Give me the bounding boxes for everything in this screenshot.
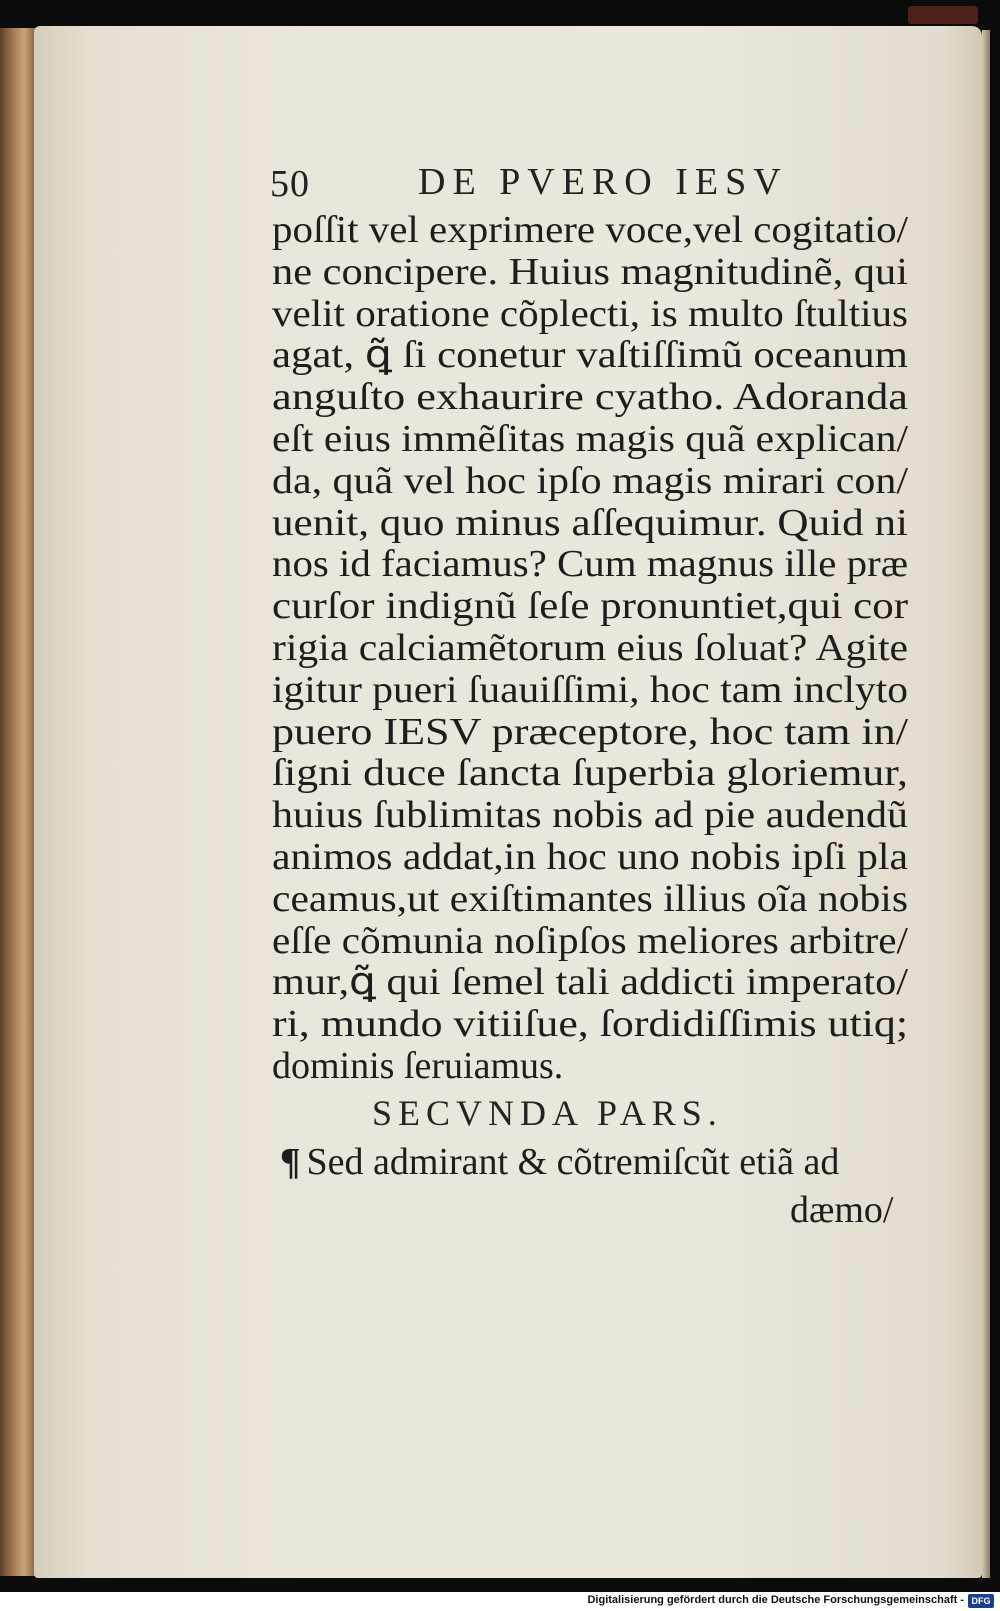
text-line: velit oratione cõplecti, is multo ſtultius: [272, 292, 908, 335]
paragraph-mark: ¶: [280, 1141, 301, 1183]
text-line: puero IESV præceptore, hoc tam in/: [272, 710, 908, 753]
text-line: dominis ſeruiamus.: [272, 1044, 564, 1087]
page-header: [270, 158, 870, 206]
text-line: igitur pueri ſuauiſſimi, hoc tam inclyto: [272, 668, 908, 711]
text-line: ri, mundo vitiiſue, ſordidiſſimis utiq;: [272, 1003, 908, 1046]
body-text: [272, 210, 922, 1088]
text-line: ſigni duce ſancta ſuperbia gloriemur,: [272, 752, 908, 795]
text-line: nos id faciamus? Cum magnus ille præ: [272, 543, 908, 586]
footer-bar: [0, 1592, 1000, 1611]
text-line: ne concipere. Huius magnitudinẽ, qui: [272, 250, 908, 293]
text-line: poſſit vel exprimere voce,vel cogitatio/: [272, 209, 908, 251]
text-line: huius ſublimitas nobis ad pie audendũ: [272, 794, 908, 837]
corner-stamp: [908, 6, 978, 24]
paragraph-start-line: [280, 1140, 839, 1184]
text-line: anguſto exhaurire cyatho. Adoranda: [272, 376, 908, 419]
text-line: curſor indignũ ſeſe pronuntiet,qui cor: [272, 585, 908, 628]
text-line: rigia calciamẽtorum eius ſoluat? Agite: [272, 626, 908, 669]
section-heading: SECVNDA PARS.: [372, 1093, 723, 1133]
dfg-logo: DFG: [968, 1594, 994, 1608]
running-head: DE PVERO IESV: [418, 161, 788, 203]
text-line: agat, ꝗ̃ ſi conetur vaſtiſſimũ oceanum: [272, 334, 908, 377]
text-line: animos addat,in hoc uno nobis ipſi pla: [272, 835, 908, 878]
text-line: ceamus,ut exiſtimantes illius oĩa nobis: [272, 877, 908, 920]
paragraph-start-text: Sed admirant & cõtremiſcũt etiã ad: [306, 1141, 840, 1183]
text-line: uenit, quo minus aſſequimur. Quid ni: [272, 501, 908, 544]
digitization-credit: Digitalisierung gefördert durch die Deutsche Forschungsgemeinschaft -: [587, 1594, 964, 1606]
text-line: eſſe cõmunia noſipſos meliores arbitre/: [272, 919, 908, 962]
text-line: mur,ꝗ̃ qui ſemel tali addicti imperato/: [272, 961, 908, 1004]
catchword: dæmo/: [790, 1189, 894, 1231]
text-line: eſt eius immẽſitas magis quã explican/: [272, 417, 908, 460]
page-number: 50: [270, 163, 310, 205]
text-line: da, quã vel hoc ipſo magis mirari con/: [272, 459, 908, 502]
